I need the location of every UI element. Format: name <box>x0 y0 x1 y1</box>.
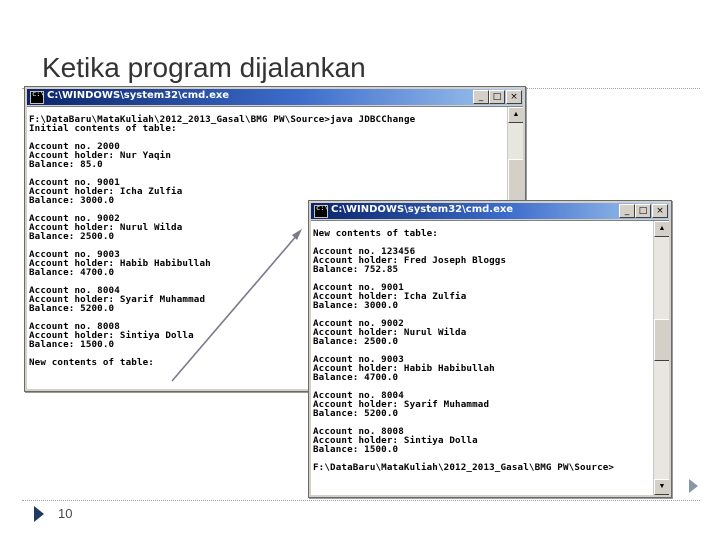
slide-title: Ketika program dijalankan <box>42 52 366 83</box>
console-output: F:\DataBaru\MataKuliah\2012_2013_Gasal\BMG PW\Source>java JDBCChange Initial contents of table: Account no. 2000 Account holder: Nur Yaqin Balance: 85.0 Account no. 9001 Account holder: Icha Zulfia Balance: 3000.0 Account no. 9002 Account holder: Nurul Wilda Balance: 2500.0 Account no. 9003 Account holder: Habib Habibullah Balance: 4700.0 Account no. 8004 Account holder: Syarif Muhammad Balance: 5200.0 Account no. 8008 Account holder: Sintiya Dolla Balance: 1500.0 New contents of table: <box>27 107 507 389</box>
scroll-down-icon[interactable]: ▼ <box>654 479 669 495</box>
close-button[interactable]: × <box>506 90 522 104</box>
maximize-button[interactable]: □ <box>635 204 651 218</box>
minimize-button[interactable]: _ <box>619 204 635 218</box>
maximize-button[interactable]: □ <box>489 90 505 104</box>
bullet-triangle-icon <box>34 506 44 522</box>
window-title: C:\WINDOWS\system32\cmd.exe <box>331 204 514 215</box>
footer-divider <box>22 500 700 501</box>
scroll-up-icon[interactable]: ▲ <box>654 221 669 237</box>
page-number: 10 <box>58 506 73 521</box>
console-output: New contents of table: Account no. 123456 Account holder: Fred Joseph Bloggs Balance: 752.85 Account no. 9001 Account holder: Icha Zulfia Balance: 3000.0 Account no. 9002 Account holder: Nurul Wilda Balance: 2500.0 Account no. 9003 Account holder: Habib Habibullah Balance: 4700.0 Account no. 8004 Account holder: Syarif Muhammad Balance: 5200.0 Account no. 8008 Account holder: Sintiya Dolla Balance: 1500.0 F:\DataBaru\MataKuliah\2012_2013_Gasal\BMG PW\Source> <box>311 221 653 495</box>
arrow-line <box>172 234 298 381</box>
window-title: C:\WINDOWS\system32\cmd.exe <box>47 90 230 101</box>
minimize-button[interactable]: _ <box>473 90 489 104</box>
close-button[interactable]: × <box>652 204 668 218</box>
scroll-up-icon[interactable]: ▲ <box>508 107 523 123</box>
corner-triangle-icon <box>689 479 698 493</box>
